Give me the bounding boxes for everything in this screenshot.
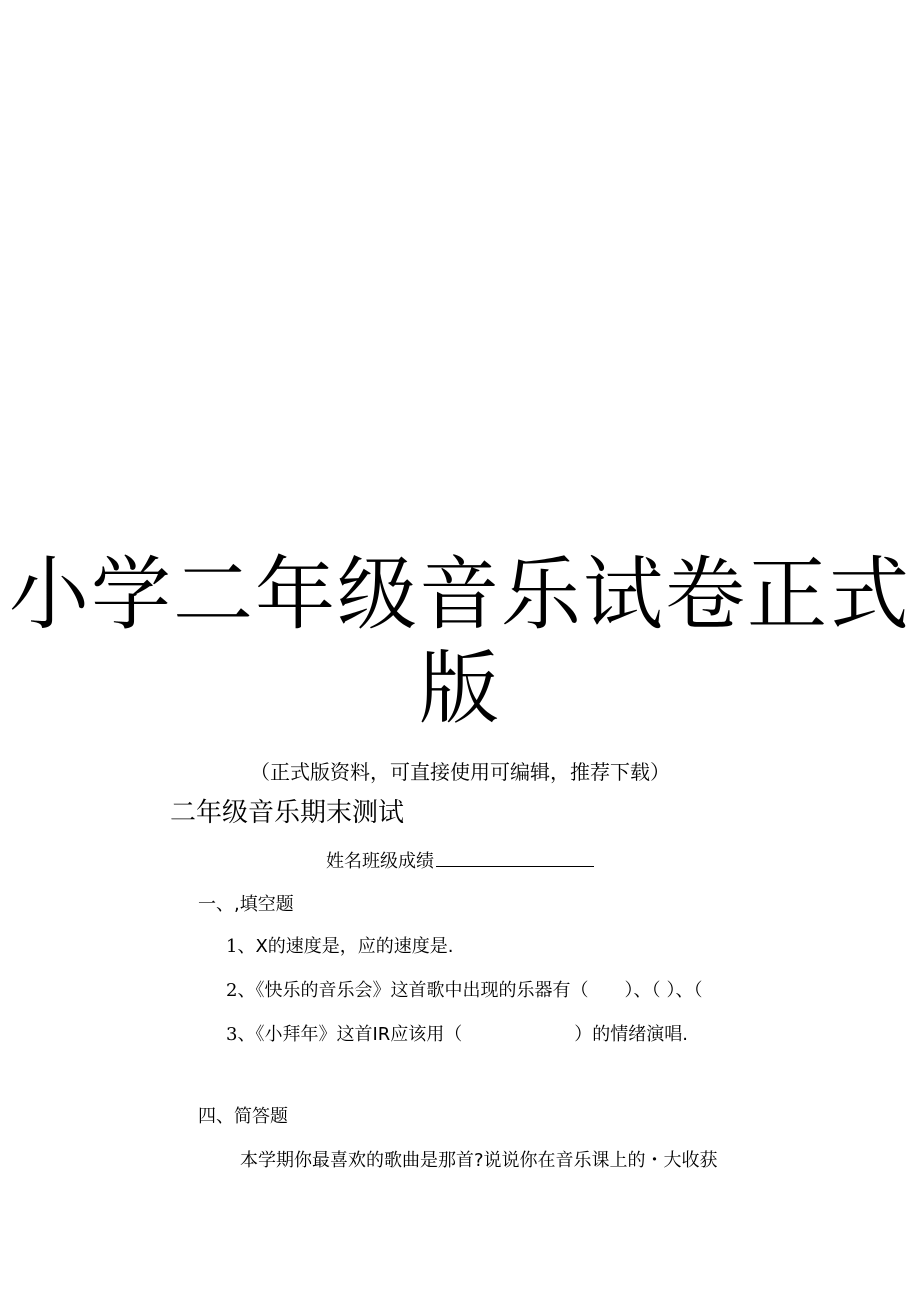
title-line-2: 版 <box>419 642 501 735</box>
question-text: ）的情绪演唱. <box>574 1024 689 1045</box>
student-info-row <box>326 848 594 875</box>
question-number: 2 <box>226 980 238 1001</box>
question-text: 、《快乐的音乐会》这首歌中出现的乐器有（ <box>237 980 589 1001</box>
question-number: 3 <box>226 1024 238 1045</box>
student-info-blank <box>436 848 594 867</box>
student-info-label: 姓名班级成绩 <box>326 851 434 872</box>
question-text: 、《小拜年》这首IR应该用（ <box>237 1024 463 1045</box>
document-title <box>0 548 920 736</box>
section-4-heading: 四、简答题 <box>198 1106 288 1127</box>
section-1-heading: 一、,填空题 <box>198 894 294 915</box>
title-line-1: 小学二年级音乐试卷正式 <box>9 548 911 641</box>
question-3 <box>226 1022 688 1048</box>
question-text: ）、（ <box>666 980 703 1001</box>
exam-subtitle: 二年级音乐期末测试 <box>170 798 405 828</box>
question-number: 1 <box>226 936 238 957</box>
question-2 <box>226 978 702 1004</box>
short-answer-prompt: 本学期你最喜欢的歌曲是那首?说说你在音乐课上的・大收获 <box>240 1150 718 1171</box>
question-text: 、X的速度是，应的速度是. <box>237 936 454 957</box>
question-1 <box>226 934 454 960</box>
document-note: （正式版资料，可直接使用可编辑，推荐下载） <box>250 760 670 784</box>
question-text: ）、（ <box>624 980 661 1001</box>
